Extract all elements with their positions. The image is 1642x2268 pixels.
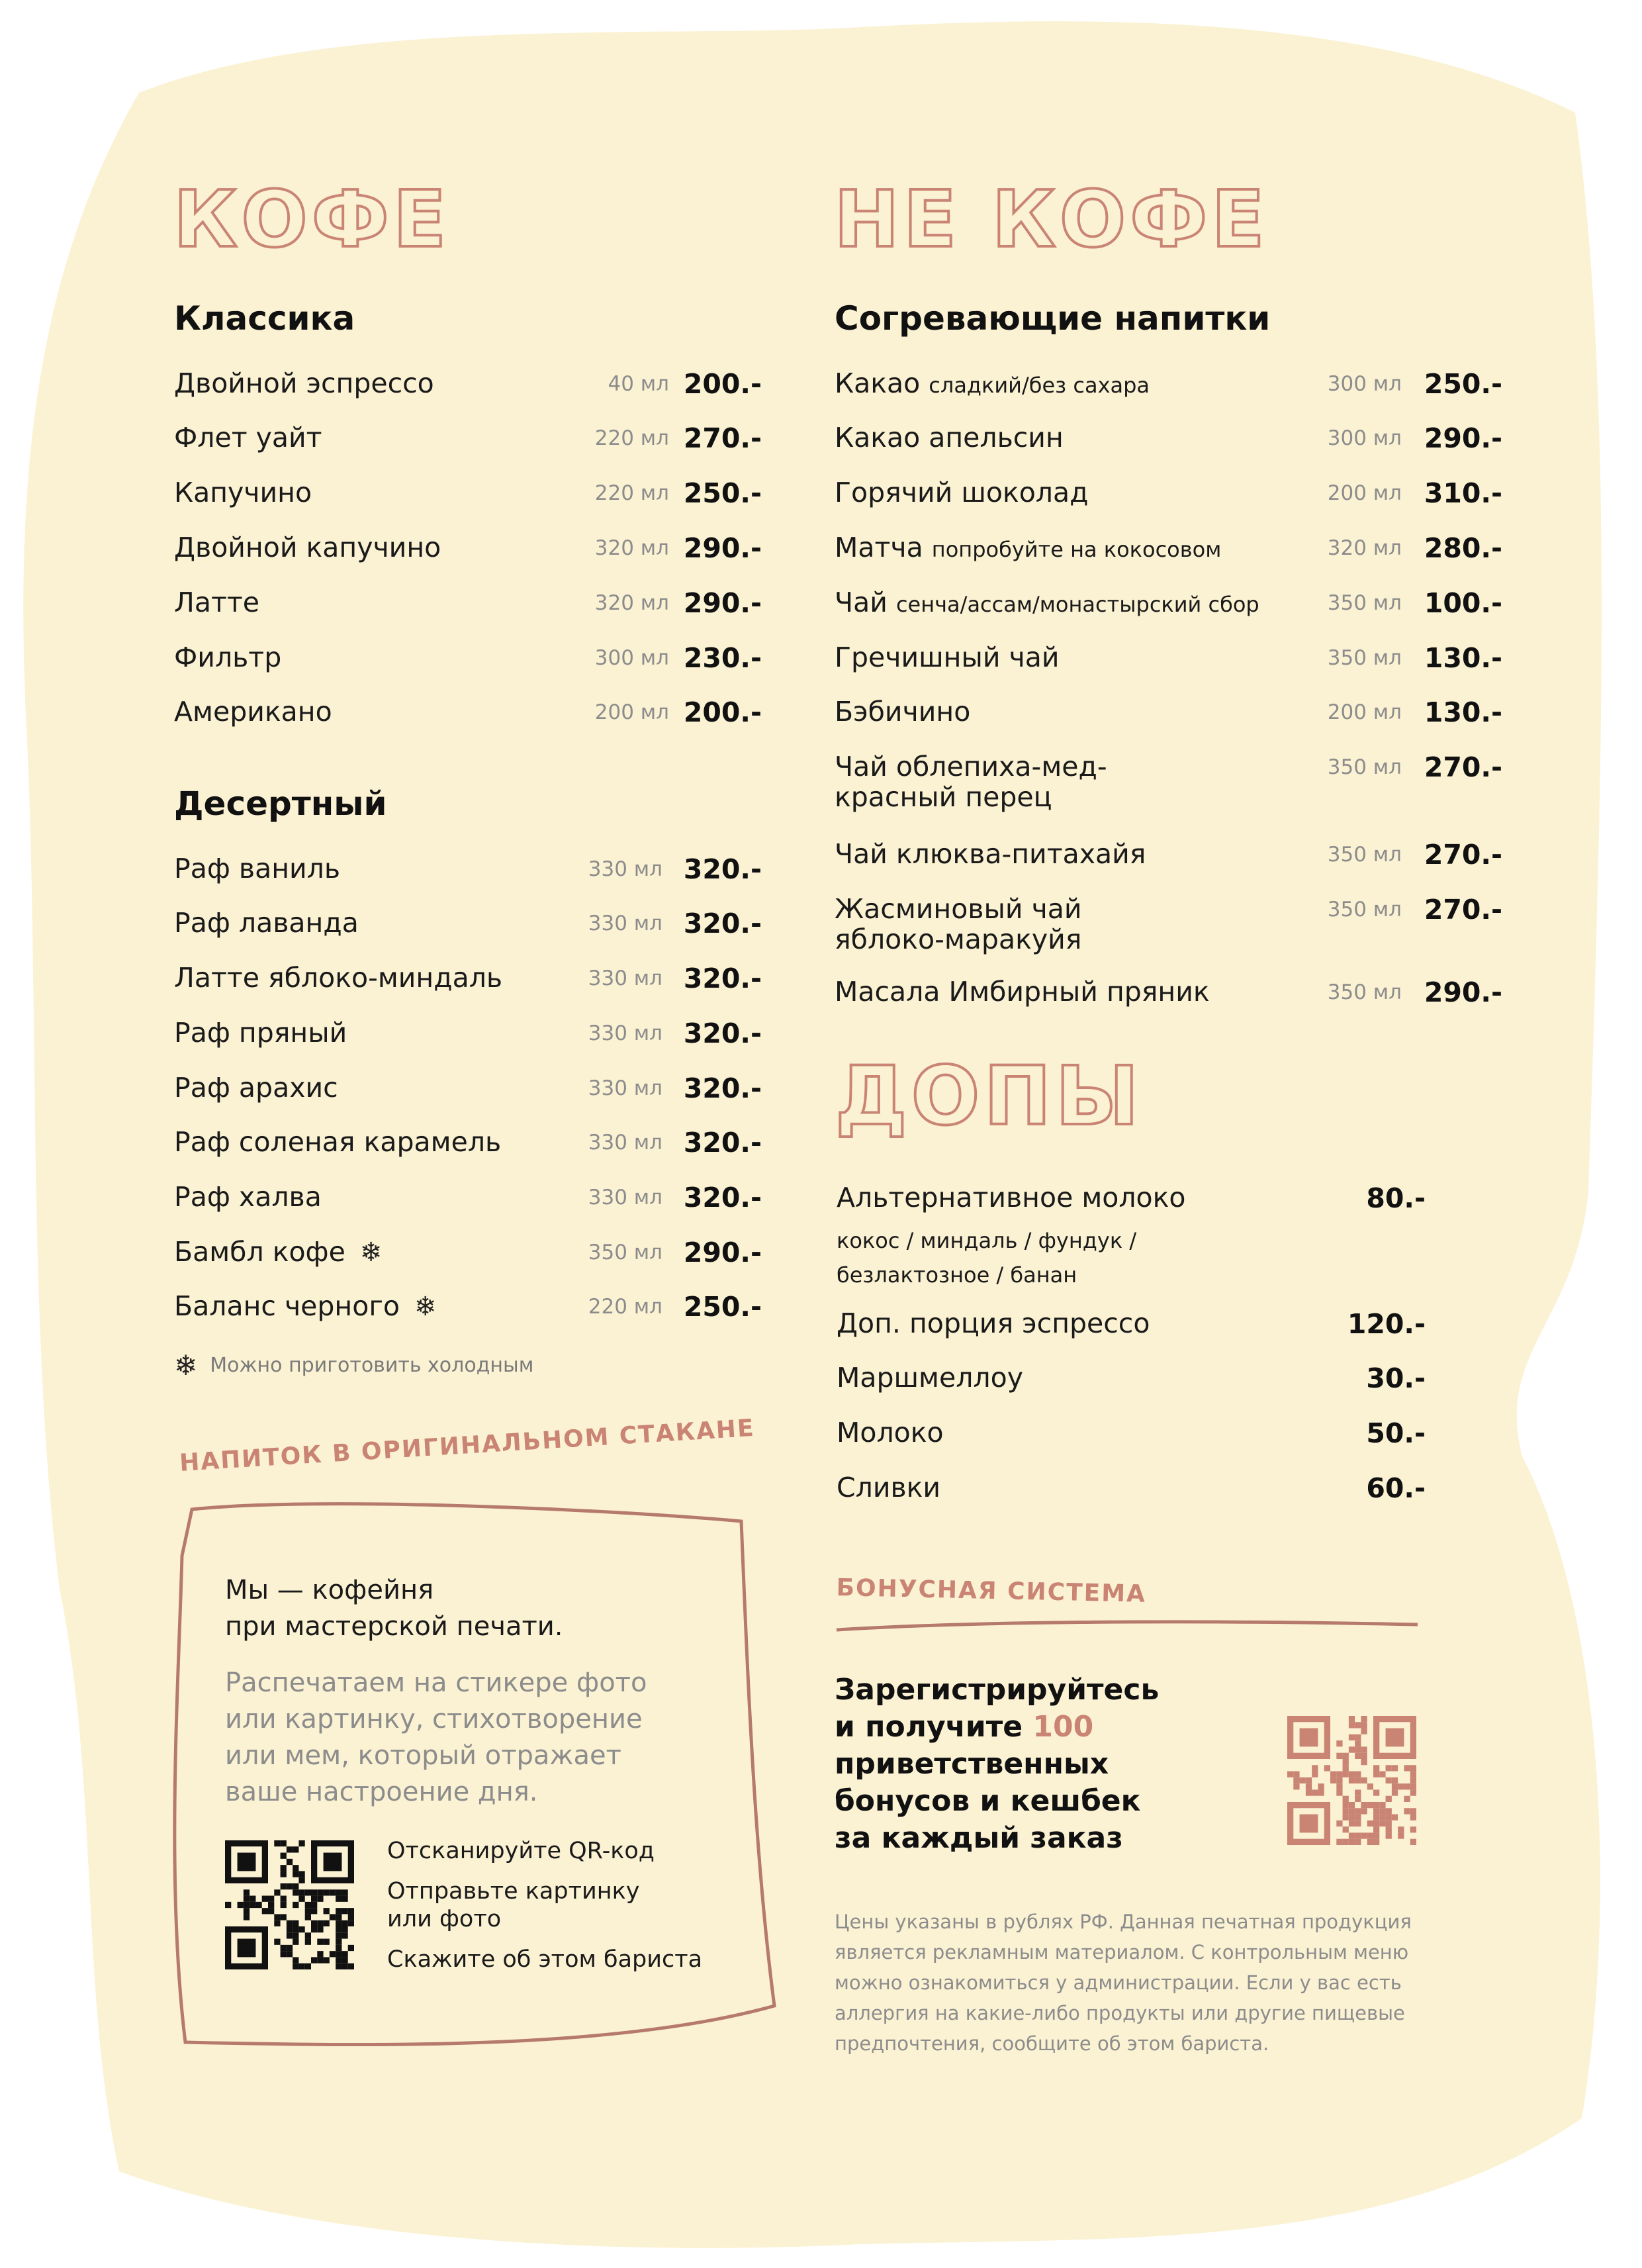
step-send-picture-cont: или фото xyxy=(387,1906,502,1932)
menu-item-price: 270.- xyxy=(1424,839,1502,871)
bonus-amount: 100 xyxy=(1032,1710,1094,1744)
footer-disclaimer xyxy=(835,1907,1412,2059)
menu-item-volume: 320 мл xyxy=(594,536,669,560)
bonus-label: БОНУСНАЯ СИСТЕМА xyxy=(836,1574,1147,1608)
warming-subtitle: Согревающие напитки xyxy=(835,299,1271,338)
original-cup-label: НАПИТОК В ОРИГИНАЛЬНОМ СТАКАНЕ xyxy=(179,1414,756,1477)
bonus-text xyxy=(835,1672,1159,1857)
menu-item xyxy=(837,1472,1426,1512)
menu-item-price: 270.- xyxy=(1424,894,1502,925)
menu-item-price: 130.- xyxy=(1424,696,1502,728)
menu-item xyxy=(835,696,1502,736)
menu-item-volume: 220 мл xyxy=(588,1295,662,1319)
menu-item-volume: 200 мл xyxy=(1327,700,1402,724)
menu-item-volume: 330 мл xyxy=(588,1186,662,1209)
menu-item xyxy=(174,422,762,462)
menu-item xyxy=(837,1362,1426,1402)
step-send-picture: Отправьте картинку xyxy=(387,1878,640,1905)
snowflake-icon: ❄ xyxy=(359,1237,383,1268)
menu-item-volume: 320 мл xyxy=(594,591,669,615)
menu-item xyxy=(835,587,1502,627)
menu-item-volume: 350 мл xyxy=(1327,591,1402,615)
menu-item-name: Раф соленая карамель xyxy=(174,1126,502,1158)
step-scan-qr: Отсканируйте QR-код xyxy=(387,1838,655,1864)
menu-item xyxy=(174,1017,762,1057)
desc-line: Распечатаем на стикере фото xyxy=(225,1668,647,1698)
menu-item xyxy=(174,477,762,517)
menu-item-volume: 300 мл xyxy=(594,646,669,670)
menu-item xyxy=(835,751,1502,813)
menu-item-name: Латте яблоко-миндаль xyxy=(174,962,503,994)
snowflake-icon: ❄ xyxy=(174,1349,198,1382)
menu-item-price: 320.- xyxy=(683,1182,762,1213)
menu-item xyxy=(835,477,1502,517)
original-cup-steps xyxy=(387,1837,702,1973)
menu-item-name: Двойной капучино xyxy=(174,532,441,563)
menu-item-name: Двойной эспрессо xyxy=(174,367,434,399)
menu-item xyxy=(837,1308,1426,1348)
menu-item xyxy=(174,696,762,736)
menu-item xyxy=(837,1182,1426,1222)
menu-item-name: Молоко xyxy=(837,1417,944,1448)
bonus-line-3: приветственных xyxy=(835,1747,1109,1781)
desc-line: ваше настроение дня. xyxy=(225,1777,538,1807)
footer-line: аллергия на какие-либо продукты или другие пищевые xyxy=(835,2002,1405,2024)
menu-item-volume: 330 мл xyxy=(588,857,662,881)
menu-item-name: Маршмеллоу xyxy=(837,1362,1023,1394)
menu-item-name: Матча попробуйте на кокосовом xyxy=(835,532,1222,563)
menu-item-name: Капучино xyxy=(174,477,312,508)
menu-item-volume: 350 мл xyxy=(1327,755,1402,779)
menu-item xyxy=(835,642,1502,682)
menu-item xyxy=(174,963,762,1002)
menu-item-name: Альтернативное молоко xyxy=(837,1182,1186,1213)
menu-item xyxy=(835,368,1502,408)
menu-item xyxy=(174,1237,762,1276)
step-tell-barista: Скажите об этом бариста xyxy=(387,1946,703,1973)
footer-line: предпочтения, сообщите об этом бариста. xyxy=(835,2032,1269,2055)
menu-item-price: 50.- xyxy=(1366,1417,1426,1449)
menu-item-price: 230.- xyxy=(683,642,762,674)
menu-item-volume: 330 мл xyxy=(588,1021,662,1045)
menu-item-name: Чай клюква-питахайя xyxy=(835,838,1146,870)
bonus-qr-code-icon[interactable] xyxy=(1287,1716,1416,1845)
menu-item xyxy=(835,893,1502,955)
original-cup-description xyxy=(225,1665,647,1811)
menu-item xyxy=(174,587,762,627)
menu-item-name: Латте xyxy=(174,587,259,618)
menu-item-price: 250.- xyxy=(1424,368,1502,400)
menu-item-price: 280.- xyxy=(1424,532,1502,564)
menu-item xyxy=(835,422,1502,462)
menu-item-price: 320.- xyxy=(683,963,762,994)
menu-item xyxy=(835,976,1502,1016)
menu-item-name: Фильтр xyxy=(174,641,282,673)
menu-item-price: 310.- xyxy=(1424,477,1502,509)
desc-line: или мем, который отражает xyxy=(225,1740,621,1771)
menu-item-volume: 220 мл xyxy=(594,426,669,450)
footer-line: Цены указаны в рублях РФ. Данная печатная продукция xyxy=(835,1911,1412,1933)
menu-item-name: Жасминовый чай яблоко-маракуйя xyxy=(835,893,1082,955)
menu-item xyxy=(174,1072,762,1112)
menu-item-volume: 330 мл xyxy=(588,1131,662,1155)
milk-options xyxy=(837,1223,1136,1292)
menu-item xyxy=(174,908,762,947)
menu-item-price: 60.- xyxy=(1366,1472,1426,1504)
menu-item-volume: 40 мл xyxy=(608,372,669,396)
menu-item-name: Какао сладкий/без сахара xyxy=(835,367,1150,399)
menu-item-volume: 330 мл xyxy=(588,1076,662,1100)
cold-note-text: Можно приготовить холодным xyxy=(210,1354,534,1377)
bonus-line-2: и получите 100 xyxy=(835,1710,1094,1744)
menu-item-volume: 300 мл xyxy=(1327,426,1402,450)
menu-item-volume: 200 мл xyxy=(1327,481,1402,505)
menu-item-name: Доп. порция эспрессо xyxy=(837,1307,1150,1339)
menu-item-name: Раф арахис xyxy=(174,1072,338,1104)
menu-item-price: 130.- xyxy=(1424,642,1502,674)
milk-options-line-2: безлактозное / банан xyxy=(837,1262,1077,1288)
menu-item-price: 320.- xyxy=(683,908,762,939)
not-coffee-title: НЕ КОФЕ xyxy=(834,173,1269,265)
menu-item-name: Баланс черного ❄ xyxy=(174,1290,437,1322)
menu-item-name: Бамбл кофе ❄ xyxy=(174,1236,383,1268)
menu-item xyxy=(174,853,762,893)
menu-item-price: 270.- xyxy=(1424,751,1502,783)
menu-item-name: Какао апельсин xyxy=(835,422,1064,453)
cold-note xyxy=(174,1349,533,1382)
menu-item xyxy=(174,1182,762,1221)
menu-item-price: 200.- xyxy=(683,696,762,728)
menu-item-price: 320.- xyxy=(683,853,762,885)
menu-item-name: Американо xyxy=(174,696,332,728)
menu-item-volume: 300 мл xyxy=(1327,372,1402,396)
menu-item-volume: 350 мл xyxy=(1327,843,1402,867)
menu-item-price: 120.- xyxy=(1347,1308,1426,1340)
menu-item-volume: 320 мл xyxy=(1327,536,1402,560)
menu-item xyxy=(174,642,762,682)
menu-item xyxy=(174,532,762,572)
menu-item-price: 320.- xyxy=(683,1017,762,1049)
menu-item-name: Чай сенча/ассам/монастырский сбор xyxy=(835,587,1259,618)
menu-item xyxy=(174,1127,762,1166)
menu-item-name: Масала Имбирный пряник xyxy=(835,976,1210,1008)
menu-item-name: Бэбичино xyxy=(835,696,971,728)
intro-line-2: при мастерской печати. xyxy=(225,1611,563,1642)
bonus-line-5: за каждый заказ xyxy=(835,1821,1123,1855)
classic-subtitle: Классика xyxy=(174,299,355,338)
snowflake-icon: ❄ xyxy=(414,1292,437,1322)
menu-item-price: 320.- xyxy=(683,1072,762,1104)
menu-item-price: 290.- xyxy=(1424,422,1502,454)
menu-item-note: сенча/ассам/монастырский сбор xyxy=(895,592,1259,617)
menu-item-volume: 200 мл xyxy=(594,700,669,724)
menu-item-price: 290.- xyxy=(1424,976,1502,1008)
intro-line-1: Мы — кофейня xyxy=(225,1575,434,1605)
menu-item-price: 250.- xyxy=(683,477,762,509)
coffee-title: КОФЕ xyxy=(173,173,451,265)
menu-item-name: Флет уайт xyxy=(174,422,322,453)
menu-item-note: сладкий/без сахара xyxy=(929,373,1150,398)
menu-item-name: Раф ваниль xyxy=(174,853,341,884)
menu-item xyxy=(835,532,1502,572)
menu-item xyxy=(174,368,762,408)
bonus-line-4: бонусов и кешбек xyxy=(835,1784,1141,1818)
bonus-line-1: Зарегистрируйтесь xyxy=(835,1673,1160,1707)
menu-item-volume: 350 мл xyxy=(1327,980,1402,1004)
menu-item xyxy=(174,1291,762,1331)
menu-item-name: Горячий шоколад xyxy=(835,477,1089,508)
footer-line: можно ознакомиться у администрации. Если у вас есть xyxy=(835,1971,1402,1994)
menu-item-name: Сливки xyxy=(837,1472,941,1503)
dessert-subtitle: Десертный xyxy=(174,784,387,823)
menu-item-price: 200.- xyxy=(683,368,762,400)
original-cup-intro xyxy=(225,1572,563,1645)
menu-item-price: 270.- xyxy=(683,422,762,454)
desc-line: или картинку, стихотворение xyxy=(225,1704,643,1734)
menu-item-price: 290.- xyxy=(683,587,762,619)
qr-code-icon[interactable] xyxy=(225,1840,354,1969)
menu-item-price: 290.- xyxy=(683,1237,762,1268)
menu-item-volume: 330 мл xyxy=(588,967,662,990)
footer-line: является рекламным материалом. С контрольным меню xyxy=(835,1941,1409,1963)
bonus-divider xyxy=(835,1615,1424,1635)
menu-item-volume: 330 мл xyxy=(588,912,662,935)
menu-item-volume: 220 мл xyxy=(594,481,669,505)
menu-item-note: попробуйте на кокосовом xyxy=(931,537,1222,562)
menu-item-price: 80.- xyxy=(1366,1182,1426,1214)
menu-item-price: 320.- xyxy=(683,1127,762,1158)
menu-item xyxy=(837,1417,1426,1457)
menu-item-price: 100.- xyxy=(1424,587,1502,619)
menu-item-name: Гречишный чай xyxy=(835,641,1060,673)
menu-item-name: Раф пряный xyxy=(174,1017,347,1049)
menu-item-volume: 350 мл xyxy=(1327,646,1402,670)
menu-item-price: 250.- xyxy=(683,1291,762,1323)
menu-item-volume: 350 мл xyxy=(588,1241,662,1264)
menu-item-price: 30.- xyxy=(1366,1362,1426,1394)
menu-item-price: 290.- xyxy=(683,532,762,564)
menu-item-name: Раф халва xyxy=(174,1181,322,1213)
menu-item-name: Чай облепиха-мед- красный перец xyxy=(835,751,1107,813)
menu-item-volume: 350 мл xyxy=(1327,898,1402,921)
milk-options-line-1: кокос / миндаль / фундук / xyxy=(837,1228,1137,1253)
extras-title: ДОПЫ xyxy=(835,1049,1143,1143)
menu-item xyxy=(835,839,1502,878)
menu-item-name: Раф лаванда xyxy=(174,907,359,939)
